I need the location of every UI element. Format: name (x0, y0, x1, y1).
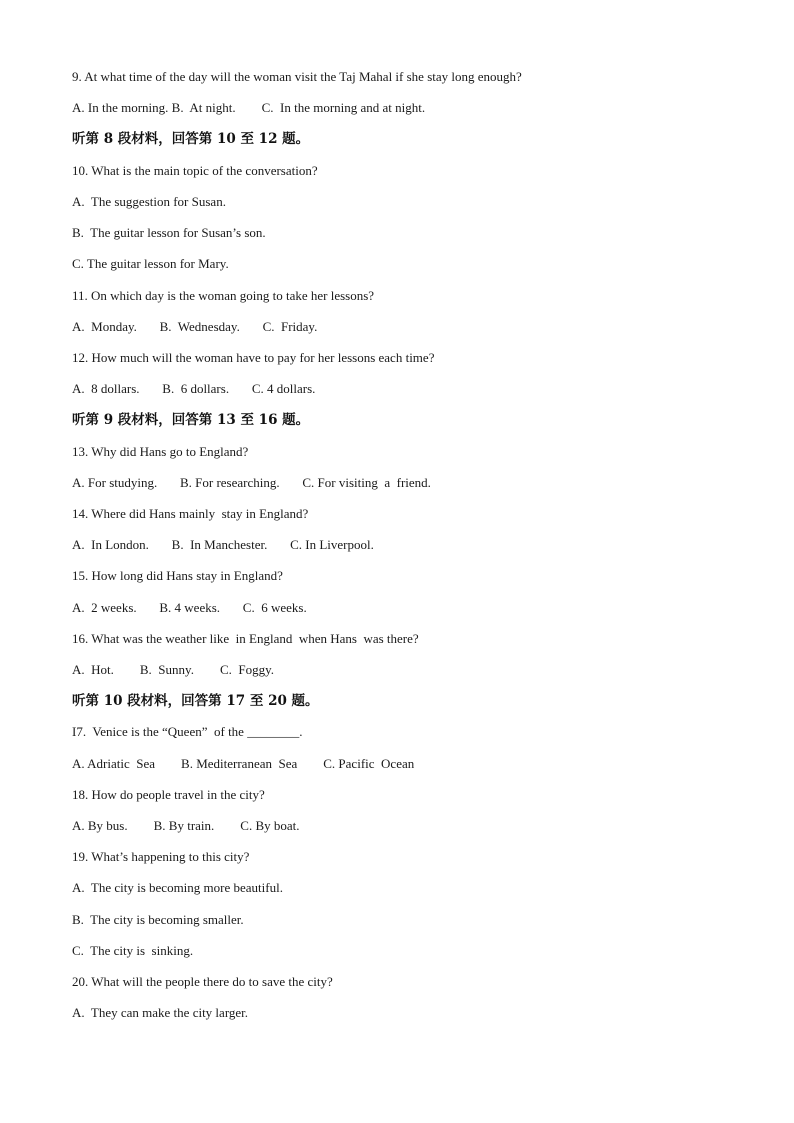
question-18: 18. How do people travel in the city? (72, 787, 265, 802)
question-9-options: A. In the morning. B. At night. C. In the morning and at night. (72, 100, 426, 115)
question-19: 19. What’s happening to this city? (72, 849, 250, 864)
question-19-option-b: B. The city is becoming smaller. (72, 912, 244, 927)
question-9: 9. At what time of the day will the woman visit the Taj Mahal if she stay long enough? (72, 69, 522, 84)
question-20: 20. What will the people there do to save the city? (72, 974, 333, 989)
question-17: I7. Venice is the “Queen” of the ________. (72, 724, 303, 739)
question-14-options: A. In London. B. In Manchester. C. In Liverpool. (72, 537, 374, 552)
question-15-options: A. 2 weeks. B. 4 weeks. C. 6 weeks. (72, 600, 307, 615)
question-10-option-b: B. The guitar lesson for Susan’s son. (72, 225, 266, 240)
question-17-options: A. Adriatic Sea B. Mediterranean Sea C. Pacific Ocean (72, 756, 415, 771)
question-19-option-a: A. The city is becoming more beautiful. (72, 880, 283, 895)
question-18-options: A. By bus. B. By train. C. By boat. (72, 818, 300, 833)
question-16: 16. What was the weather like in England when Hans was there? (72, 631, 419, 646)
question-12-options: A. 8 dollars. B. 6 dollars. C. 4 dollars. (72, 381, 316, 396)
question-11: 11. On which day is the woman going to take her lessons? (72, 288, 375, 303)
section-8-heading: 听第 8 段材料，回答第 10 至 12 题。 (72, 131, 310, 147)
question-13-options: A. For studying. B. For researching. C. For visiting a friend. (72, 475, 431, 490)
question-14: 14. Where did Hans mainly stay in England? (72, 506, 309, 521)
question-10-option-c: C. The guitar lesson for Mary. (72, 256, 229, 271)
section-9-heading: 听第 9 段材料，回答第 13 至 16 题。 (72, 412, 310, 428)
section-10-heading: 听第 10 段材料，回答第 17 至 20 题。 (72, 693, 319, 709)
question-10-option-a: A. The suggestion for Susan. (72, 194, 226, 209)
question-10: 10. What is the main topic of the conversation? (72, 163, 318, 178)
question-19-option-c: C. The city is sinking. (72, 943, 194, 958)
question-16-options: A. Hot. B. Sunny. C. Foggy. (72, 662, 275, 677)
question-12: 12. How much will the woman have to pay for her lessons each time? (72, 350, 435, 365)
question-20-option-a: A. They can make the city larger. (72, 1005, 249, 1020)
question-15: 15. How long did Hans stay in England? (72, 568, 283, 583)
question-13: 13. Why did Hans go to England? (72, 444, 249, 459)
question-11-options: A. Monday. B. Wednesday. C. Friday. (72, 319, 318, 334)
